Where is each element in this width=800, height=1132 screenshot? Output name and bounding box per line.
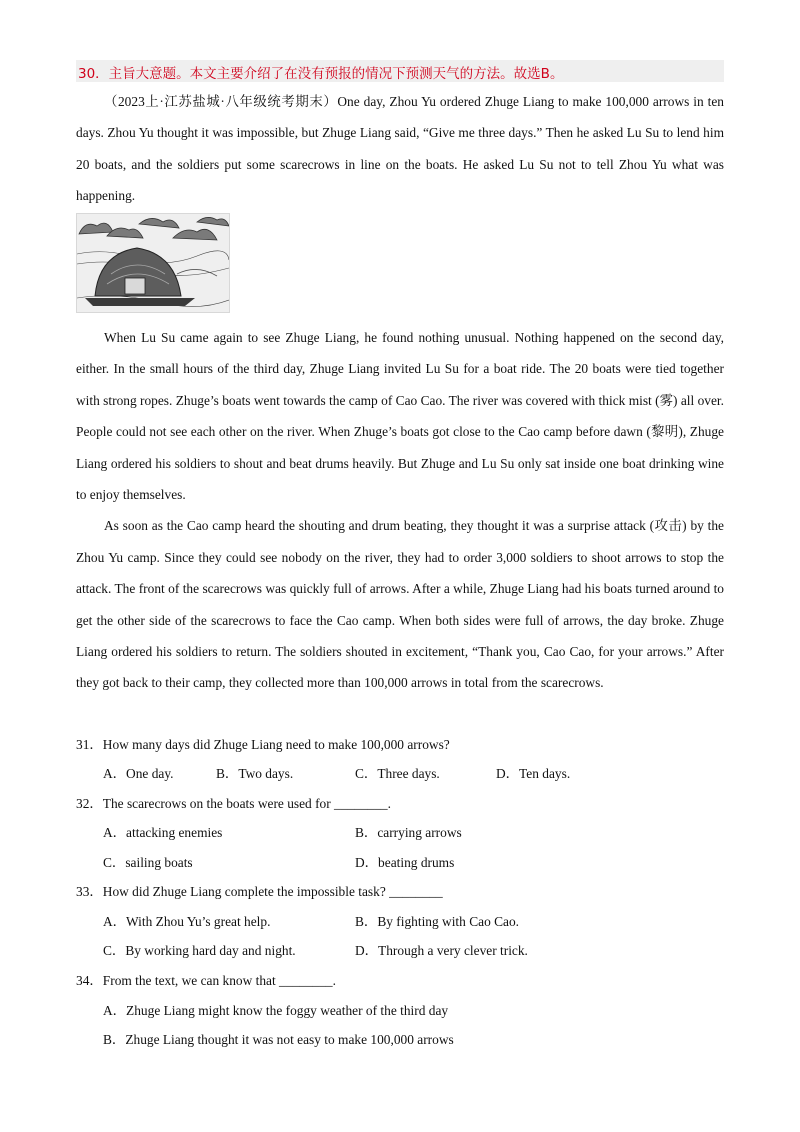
- q33-option-c[interactable]: C．By working hard day and night.: [103, 943, 296, 958]
- paragraph-2: When Lu Su came again to see Zhuge Liang, he found nothing unusual. Nothing happened on the second day, either. In the small hours of the third day, Zhuge Liang invited Lu Su for a boat ride. The 20 boats were tied together with strong ropes. Zhuge’s boats went towards the camp of Cao Cao. The river was covered with thick mist (雾) all over. People could not see each other on the river. When Zhuge’s boats got close to the Cao camp before dawn (黎明), Zhuge Liang ordered his soldiers to shout and beat drums heavily. But Zhuge and Lu Su only sat inside one boat drinking wine to enjoy themselves.: [76, 330, 724, 503]
- question-32-stem: 32．The scarecrows on the boats were used for ________.: [76, 796, 391, 811]
- q32-option-b[interactable]: B．carrying arrows: [355, 825, 462, 840]
- boats-scarecrows-image: [77, 214, 229, 312]
- question-34-stem: 34．From the text, we can know that ________.: [76, 973, 336, 988]
- paragraph-1: （2023上·江苏盐城·八年级统考期末）One day, Zhou Yu ordered Zhuge Liang to make 100,000 arrows in ten days. Zhou Yu thought it was impossible, but Zhuge Liang said, “Give me three days.” Then he asked Lu Su to lend him 20 boats, and the soldiers put some scarecrows in line on the boats. He asked Lu Su not to tell Zhou Yu what was happening.: [76, 94, 724, 204]
- passage-body: [76, 322, 724, 699]
- q32-option-a[interactable]: A．attacking enemies: [103, 825, 223, 840]
- q31-option-c[interactable]: C．Three days.: [355, 766, 440, 781]
- q32-option-d[interactable]: D．beating drums: [355, 855, 455, 870]
- q32-option-c[interactable]: C．sailing boats: [103, 855, 193, 870]
- boats-illustration: [76, 213, 230, 313]
- q31-option-a[interactable]: A．One day.: [103, 766, 174, 781]
- q31-option-d[interactable]: D．Ten days.: [496, 766, 571, 781]
- q33-option-d[interactable]: D．Through a very clever trick.: [355, 943, 528, 958]
- q34-option-b[interactable]: B．Zhuge Liang thought it was not easy to make 100,000 arrows: [103, 1032, 454, 1047]
- q33-option-b[interactable]: B．By fighting with Cao Cao.: [355, 914, 520, 929]
- question-31-stem: 31．How many days did Zhuge Liang need to make 100,000 arrows?: [76, 737, 450, 752]
- question-33-stem: 33．How did Zhuge Liang complete the impossible task? ________: [76, 884, 443, 899]
- q34-option-a[interactable]: A．Zhuge Liang might know the foggy weather of the third day: [103, 1003, 449, 1018]
- answer-explanation: 30．主旨大意题。本文主要介绍了在没有预报的情况下预测天气的方法。故选B。: [78, 66, 564, 82]
- q33-option-a[interactable]: A．With Zhou Yu’s great help.: [103, 914, 271, 929]
- q31-option-b[interactable]: B．Two days.: [216, 766, 294, 781]
- paragraph-3: As soon as the Cao camp heard the shouting and drum beating, they thought it was a surprise attack (攻击) by the Zhou Yu camp. Since they could see nobody on the river, they had to order 3,000 soldiers to shoot arrows to stop the attack. The front of the scarecrows was quickly full of arrows. After a while, Zhuge Liang had his boats turned around to get the other side of the scarecrows to face the Cao camp. When both sides were full of arrows, the day broke. Zhuge Liang ordered his soldiers to return. The soldiers shouted in excitement, “Thank you, Cao Cao, for your arrows.” After they got back to their camp, they collected more than 100,000 arrows in total from the scarecrows.: [76, 518, 724, 691]
- passage-intro: [76, 86, 724, 212]
